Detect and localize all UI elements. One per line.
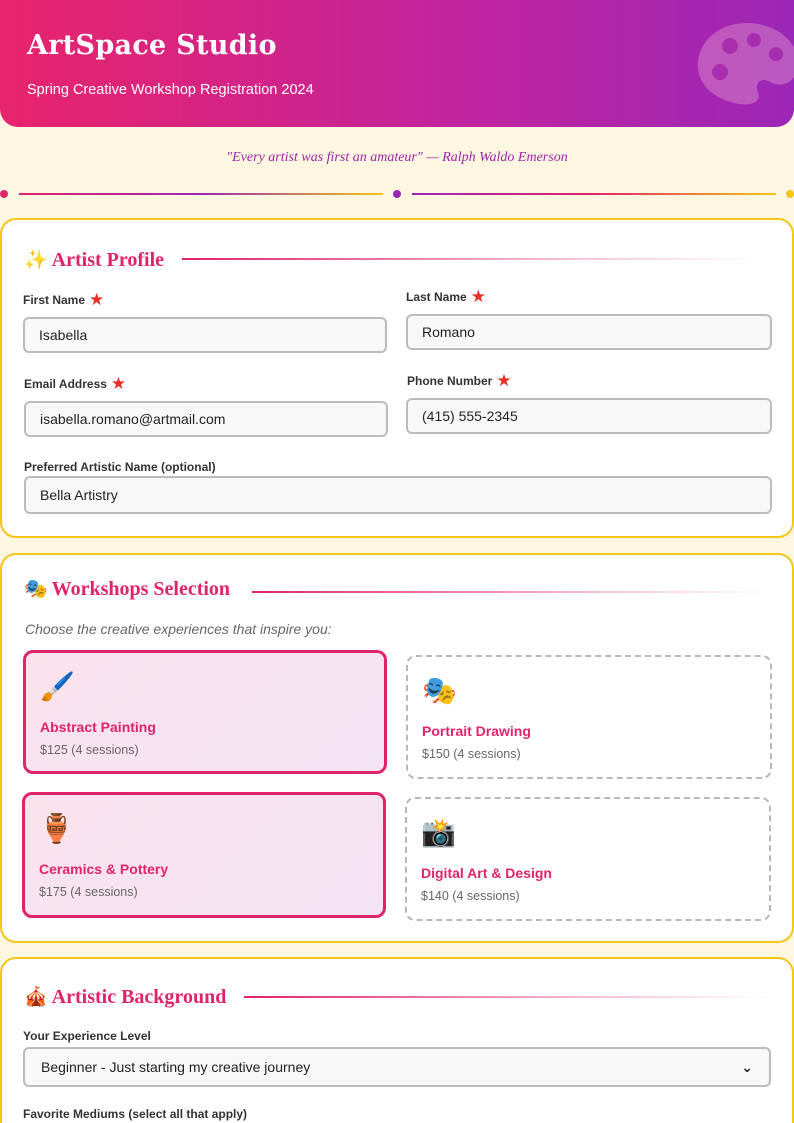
email-field[interactable]: isabella.romano@artmail.com [24, 401, 388, 437]
artistic-name-label [24, 460, 216, 474]
workshop-card-digital-art-design[interactable] [405, 797, 771, 921]
workshop-price: $140 (4 sessions) [421, 889, 520, 903]
divider-dot [0, 190, 8, 198]
phone-label [407, 371, 512, 390]
email-label-text: Email Address [24, 377, 107, 391]
workshop-card-ceramics-pottery[interactable] [22, 792, 386, 918]
decorative-divider [0, 187, 794, 201]
experience-level-value: Beginner - Just starting my creative journey [41, 1059, 311, 1075]
first-name-field[interactable]: Isabella [23, 317, 387, 353]
workshops-section [0, 553, 794, 943]
required-star-icon: ★ [110, 374, 127, 393]
email-label [24, 374, 127, 393]
required-star-icon: ★ [496, 371, 512, 390]
artistic-name-label-text: Preferred Artistic Name (optional) [24, 460, 216, 474]
workshop-name: Ceramics & Pottery [39, 861, 169, 877]
section-title [24, 985, 226, 1009]
workshop-price: $125 (4 sessions) [40, 743, 139, 757]
required-star-icon: ★ [89, 290, 105, 309]
workshop-name: Abstract Painting [40, 719, 156, 735]
sparkles-icon: ✨ [24, 250, 48, 271]
page-header [0, 0, 794, 127]
divider-dot [786, 190, 794, 198]
chevron-down-icon: ⌄ [741, 1058, 753, 1075]
palette-icon [692, 18, 794, 108]
workshop-card-portrait-drawing[interactable] [406, 655, 772, 779]
circus-tent-icon: 🎪 [24, 987, 48, 1008]
experience-level-label [23, 1029, 151, 1043]
experience-level-label-text: Your Experience Level [23, 1029, 151, 1043]
section-title-text: Artistic Background [51, 985, 227, 1008]
title-rule [182, 258, 762, 260]
divider-dot [393, 190, 401, 198]
camera-flash-icon: 📸 [421, 817, 456, 848]
paintbrush-icon: 🖌️ [40, 671, 75, 702]
last-name-label-text: Last Name [406, 290, 467, 304]
workshops-intro: Choose the creative experiences that inspire you: [25, 621, 332, 637]
last-name-label [406, 287, 486, 306]
workshop-name: Digital Art & Design [421, 865, 552, 881]
experience-level-select[interactable] [23, 1047, 771, 1087]
divider-line [19, 193, 383, 195]
workshop-name: Portrait Drawing [422, 723, 531, 739]
artistic-background-section [0, 957, 794, 1123]
inspirational-quote: "Every artist was first an amateur" — Ralph Waldo Emerson [226, 150, 568, 165]
theater-masks-icon: 🎭 [24, 579, 48, 600]
section-title [24, 248, 164, 272]
last-name-field[interactable]: Romano [406, 314, 772, 350]
app-title: ArtSpace Studio [27, 30, 277, 61]
amphora-icon: 🏺 [39, 813, 74, 844]
favorite-mediums-label [23, 1107, 247, 1121]
section-title-text: Artist Profile [51, 248, 165, 271]
workshop-price: $150 (4 sessions) [422, 747, 521, 761]
required-star-icon: ★ [470, 287, 486, 306]
artistic-name-field[interactable]: Bella Artistry [24, 476, 772, 514]
workshop-card-abstract-painting[interactable] [23, 650, 387, 774]
first-name-label-text: First Name [23, 293, 86, 307]
phone-label-text: Phone Number [407, 374, 493, 388]
title-rule [252, 591, 772, 593]
phone-field[interactable]: (415) 555-2345 [406, 398, 772, 434]
theater-masks-icon: 🎭 [422, 675, 457, 706]
first-name-label [23, 290, 105, 309]
title-rule [244, 996, 772, 998]
section-title-text: Workshops Selection [51, 577, 231, 600]
section-title [24, 577, 230, 601]
page-subtitle: Spring Creative Workshop Registration 2024 [27, 82, 314, 98]
artist-profile-section [0, 218, 794, 538]
divider-line [412, 193, 776, 195]
favorite-mediums-label-text: Favorite Mediums (select all that apply) [23, 1107, 248, 1121]
workshop-price: $175 (4 sessions) [39, 885, 138, 899]
